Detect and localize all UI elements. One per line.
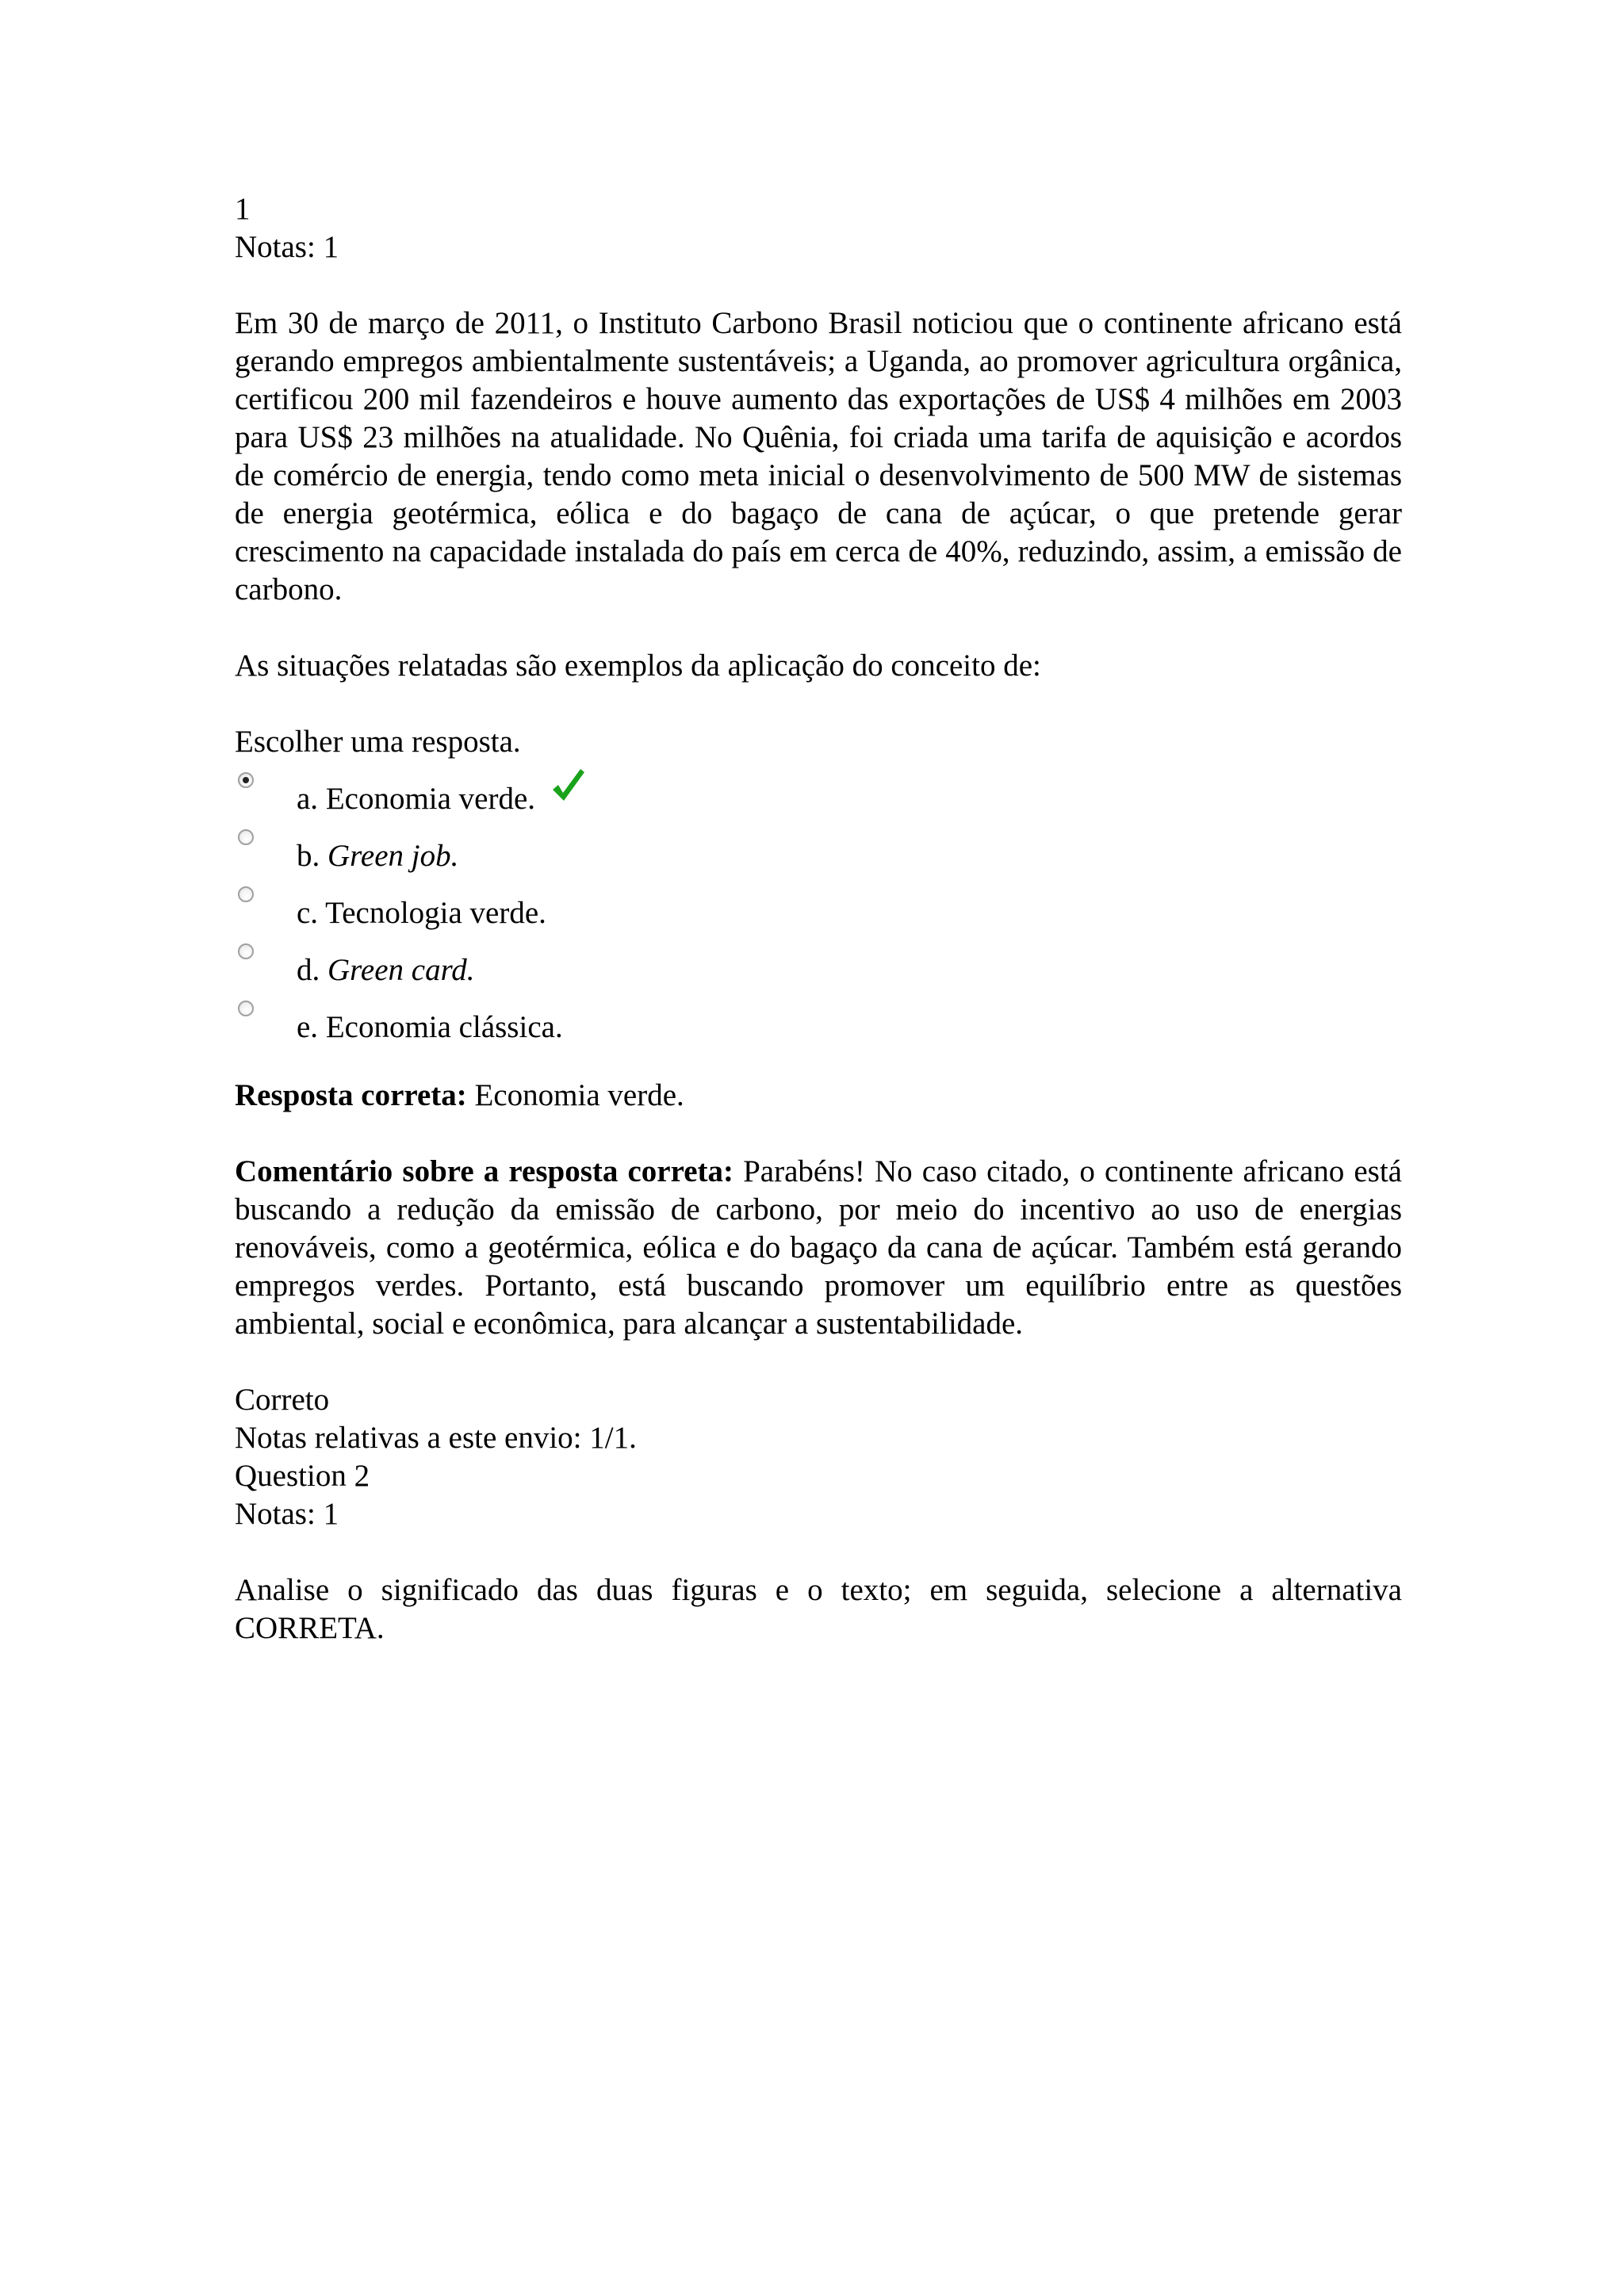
option-text: Economia clássica. bbox=[325, 1010, 563, 1044]
correct-answer bbox=[235, 1077, 1402, 1115]
question-grade: Notas: 1 bbox=[235, 230, 339, 264]
result-status: Correto bbox=[235, 1383, 330, 1417]
answer-options bbox=[235, 772, 1402, 1058]
radio-selected-icon[interactable] bbox=[238, 772, 254, 788]
result-block bbox=[235, 1381, 1402, 1533]
radio-icon[interactable] bbox=[238, 943, 254, 959]
option-letter: e. bbox=[297, 1010, 319, 1044]
radio-icon[interactable] bbox=[238, 886, 254, 902]
option-a[interactable] bbox=[235, 772, 1402, 829]
option-text: Green card. bbox=[327, 953, 475, 987]
option-letter: c. bbox=[297, 896, 319, 930]
option-text: Tecnologia verde. bbox=[325, 896, 546, 930]
option-letter: d. bbox=[297, 953, 320, 987]
option-letter: a. bbox=[297, 782, 319, 816]
answer-instruction: Escolher uma resposta. bbox=[235, 725, 521, 759]
option-text: Economia verde. bbox=[325, 782, 536, 816]
question-text: Em 30 de março de 2011, o Instituto Carbono Brasil noticiou que o continente africano está gerando empregos ambientalmente sustentáveis; a Uganda, ao promover agricultura orgânica, certificou 200 mil fazendeiros e houve aumento das exportações de US$ 4 milhões em 2003 para US$ 23 milhões na atualidade. No Quênia, foi criada uma tarifa de aquisição e acordos de comércio de energia, tendo como meta inicial o desenvolvimento de 500 MW de sistemas de energia geotérmica, eólica e do bagaço de cana de açúcar, o que pretende gerar crescimento na capacidade instalada do país em cerca de 40%, reduzindo, assim, a emissão de carbono. bbox=[235, 306, 1402, 607]
question-prompt: As situações relatadas são exemplos da aplicação do conceito de: bbox=[235, 649, 1041, 683]
correct-answer-value: Economia verde. bbox=[474, 1078, 684, 1112]
radio-icon[interactable] bbox=[238, 1001, 254, 1016]
question2-grade: Notas: 1 bbox=[235, 1497, 339, 1531]
option-d[interactable] bbox=[235, 943, 1402, 1001]
comment-label: Comentário sobre a resposta correta: bbox=[235, 1154, 733, 1188]
answer-comment bbox=[235, 1153, 1402, 1343]
option-c[interactable] bbox=[235, 886, 1402, 943]
correct-check-icon bbox=[550, 766, 586, 804]
option-text: Green job. bbox=[327, 839, 459, 873]
correct-answer-label: Resposta correta: bbox=[235, 1078, 467, 1112]
question2-text: Analise o significado das duas figuras e o texto; em seguida, selecione a alternativa CORRETA. bbox=[235, 1573, 1402, 1645]
option-e[interactable] bbox=[235, 1001, 1402, 1058]
radio-icon[interactable] bbox=[238, 829, 254, 845]
question2-title: Question 2 bbox=[235, 1459, 370, 1493]
question-number: 1 bbox=[235, 192, 251, 226]
option-b[interactable] bbox=[235, 829, 1402, 886]
comment-text: Parabéns! No caso citado, o continente africano está buscando a redução da emissão de carbono, por meio do incentivo ao uso de energias renováveis, como a geotérmica, eólica e do bagaço da cana de açúcar. Também está gerando empregos verdes. Portanto, está buscando promover um equilíbrio entre as questões ambiental, social e econômica, para alcançar a sustentabilidade. bbox=[235, 1154, 1402, 1341]
quiz-page bbox=[235, 190, 1402, 1647]
submission-grade: Notas relativas a este envio: 1/1. bbox=[235, 1421, 637, 1455]
option-letter: b. bbox=[297, 839, 320, 873]
